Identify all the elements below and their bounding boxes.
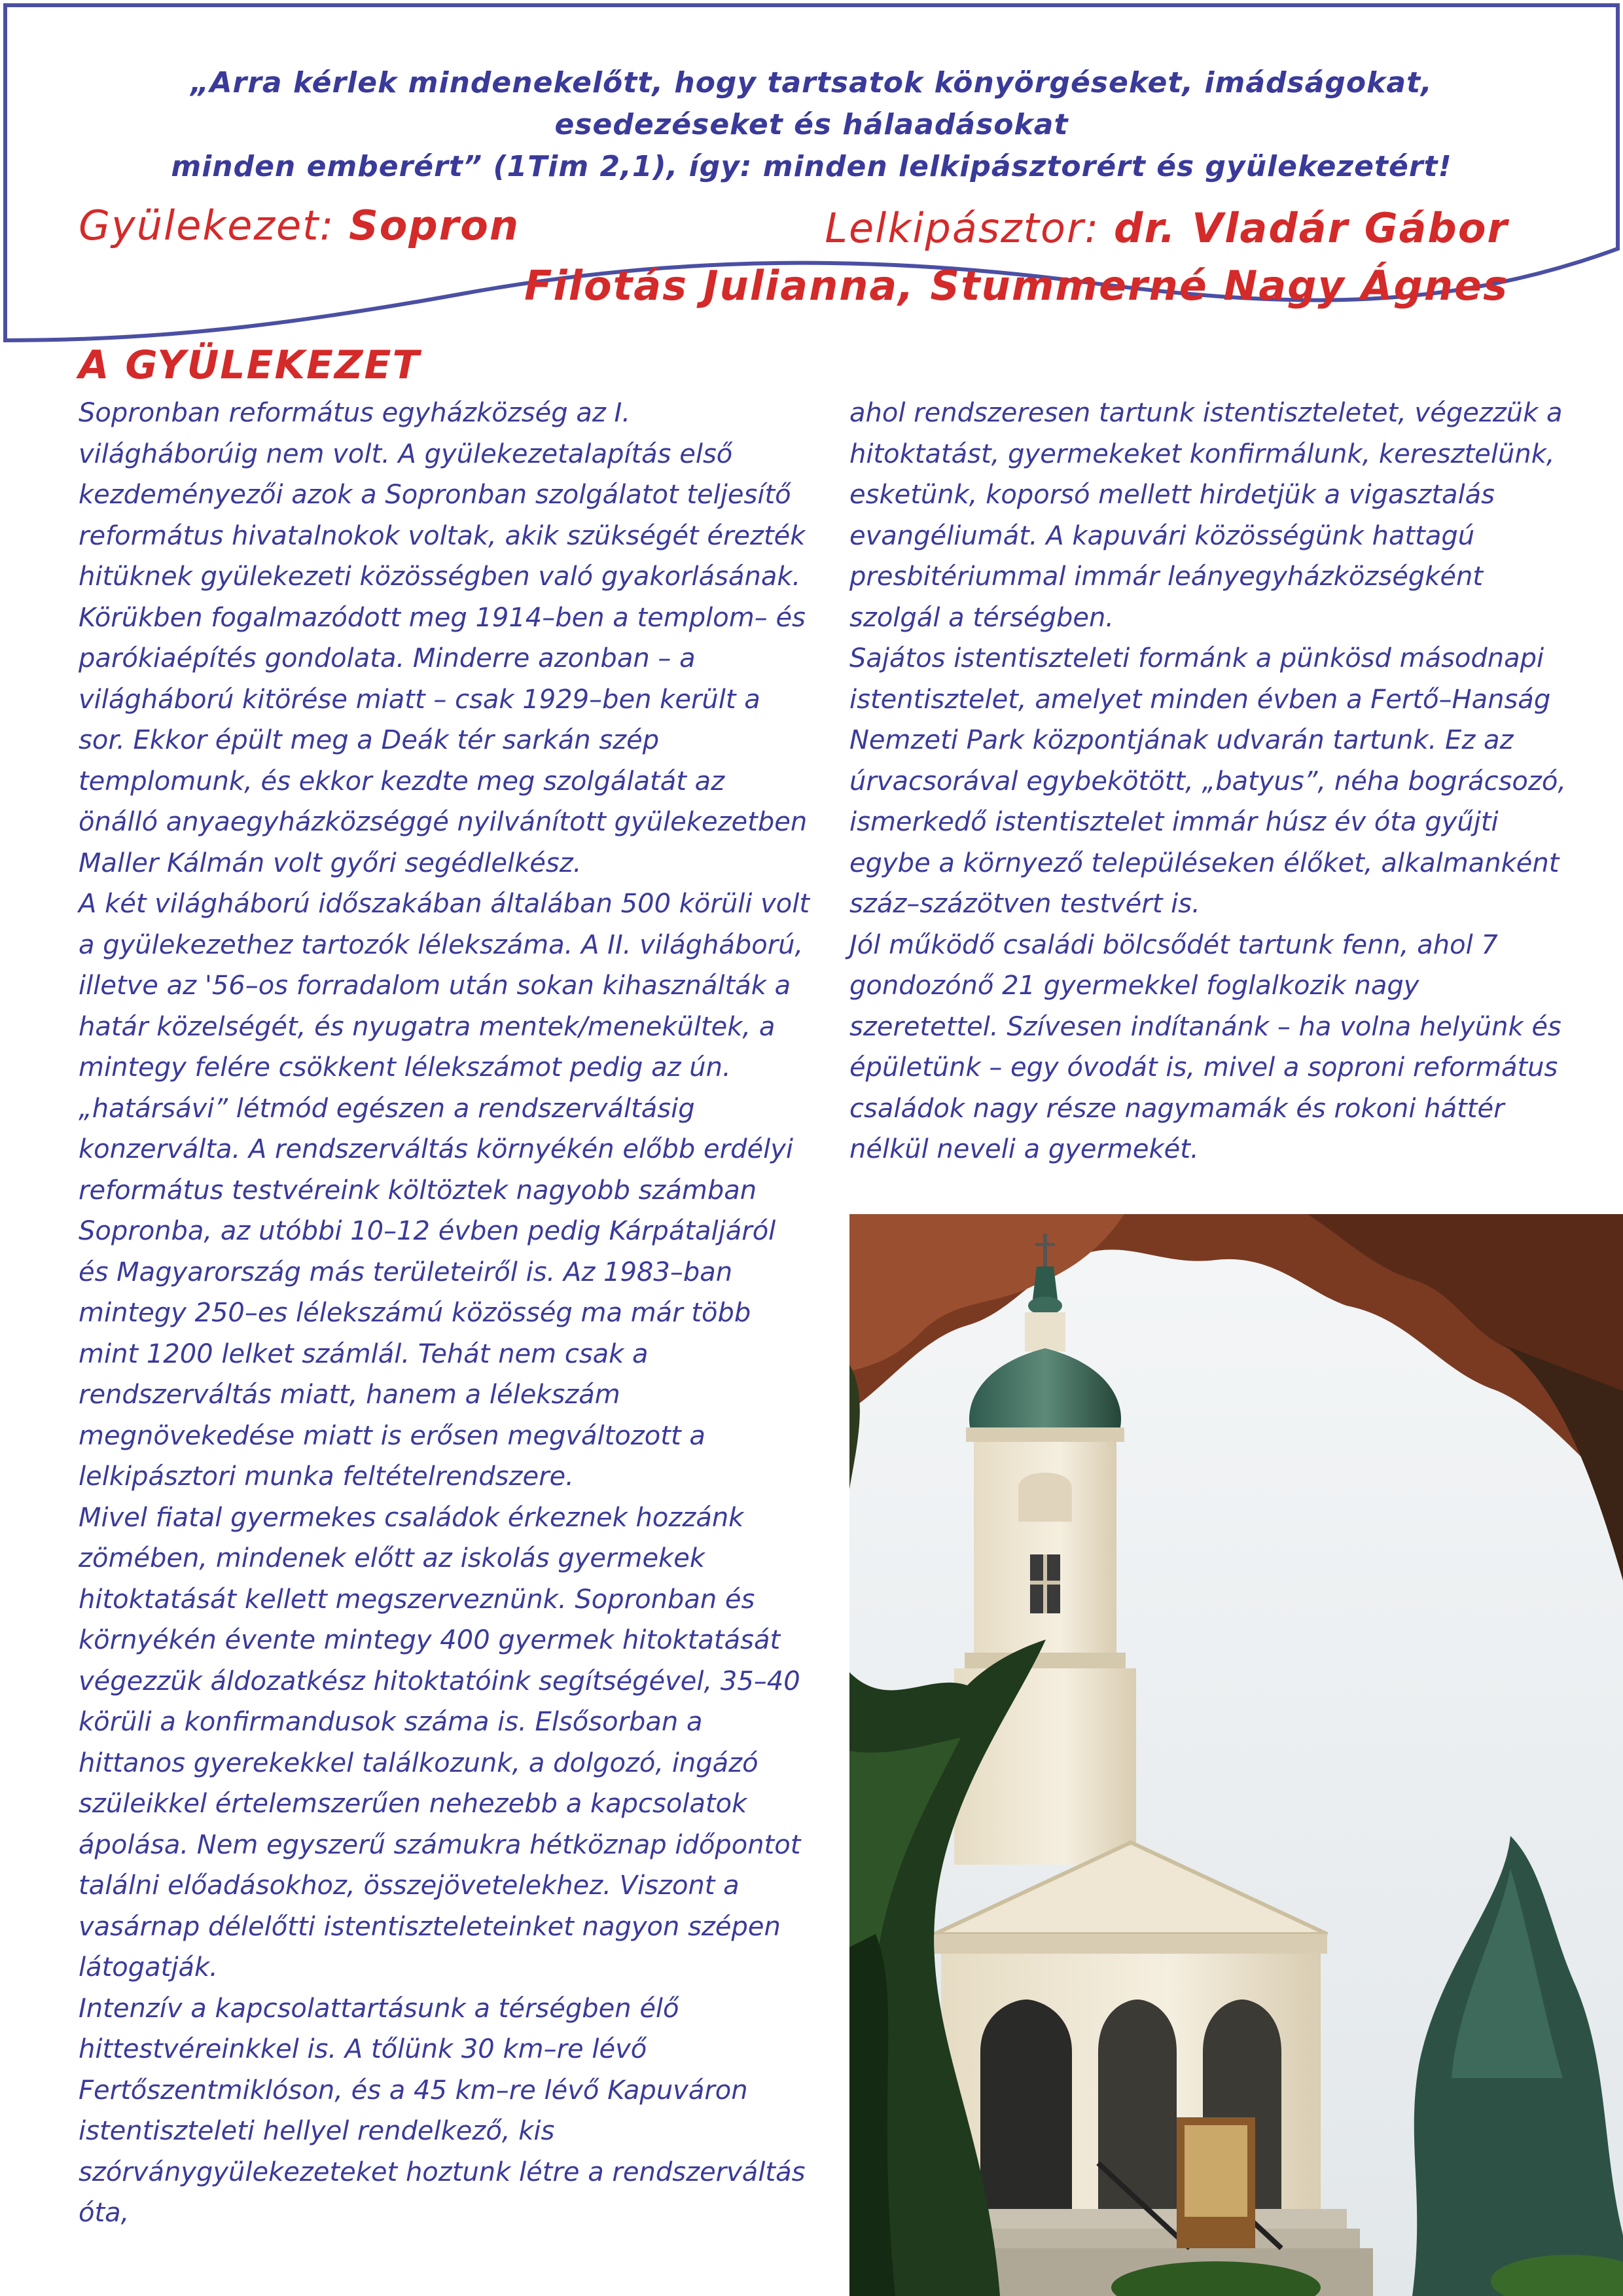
right-column (849, 393, 1569, 1170)
bible-quote (85, 62, 1538, 188)
section-title: A GYÜLEKEZET (79, 342, 421, 388)
paragraph: Intenzív a kapcsolattartásunk a térségben élő hittestvéreinkkel is. A tőlünk 30 km–re lévő Fertőszentmiklóson, és a 45 km–re lévő Kapuváron istentiszteleti hellyel rendelkező, kis szórványgyülekezeteket hoztunk létre a rendszerváltás óta, (79, 1993, 806, 2228)
paragraph: Sajátos istentiszteleti formánk a pünkösd másodnapi istentisztelet, amelyet minden évben a Fertő–Hanság Nemzeti Park központjának udvarán tartunk. Ez az úrvacsorával egybekötött, „batyus”, néha bográcsozó, ismerkedő istentisztelet immár húsz év óta gyűjti egybe a környező településeken élőket, alkalmanként száz–százötven testvért is. (849, 643, 1567, 919)
church-illustration (849, 1214, 1623, 2296)
pastor-heading (524, 200, 1508, 315)
congregation-heading (79, 200, 520, 252)
paragraph: ahol rendszeresen tartunk istentiszteletet, végezzük a hitoktatást, gyermekeket konfirmálunk, keresztelünk, esketünk, koporsó mellett hirdetjük a vigasztalás evangéliumát. A kapuvári közösségünk hattagú presbitériummal immár leányegyházközségként szolgál a térségben. (849, 398, 1563, 633)
quote-line-1: „Arra kérlek mindenekelőtt, hogy tartsatok könyörgéseket, imádságokat, esedezéseket és hálaadásokat (190, 66, 1433, 141)
paragraph: A két világháború időszakában általában 500 körüli volt a gyülekezethez tartozók lélekszáma. A II. világháború, illetve az '56–os forradalom után sokan kihasználták a határ közelségét, és nyugatra mentek/menekültek, a mintegy felére csökkent lélekszámot pedig az ún. „határsávi” létmód egészen a rendszerváltásig konzerválta. A rendszerváltás környékén előbb erdélyi református testvéreink költöztek nagyobb számban Sopronba, az utóbbi 10–12 évben pedig Kárpátaljáról és Magyarország más területeiről is. Az 1983–ban mintegy 250–es lélekszámú közösség ma már több mint 1200 lelket számlál. Tehát nem csak a rendszerváltás miatt, hanem a lélekszám megnövekedése miatt is erősen megváltozott a lelkipásztori munka feltételrendszere. (79, 889, 810, 1492)
pastor-label: Lelkipásztor: (825, 204, 1100, 252)
quote-line-2: minden emberért” (1Tim 2,1), így: minden lelkipásztorért és gyülekezetért! (171, 150, 1452, 183)
pastor-line-2 (524, 257, 1508, 315)
pastor-names-2: Filotás Julianna, Stummerné Nagy Ágnes (524, 262, 1508, 310)
paragraph: Sopronban református egyházközség az I. világháborúig nem volt. A gyülekezetalapítás első kezdeményezői azok a Sopronban szolgálatot teljesítő református hivatalnokok voltak, akik szükségét érezték hitüknek gyülekezeti közösségben való gyakorlásának. Körükben fogalmazódott meg 1914–ben a templom– és parókiaépítés gondolata. Minderre azonban – a világháború kitörése miatt – csak 1929–ben került a sor. Ekkor épült meg a Deák tér sarkán szép templomunk, és ekkor kezdte meg szolgálatát az önálló anyaegyházközséggé nyilvánított gyülekezetben Maller Kálmán volt győri segédlelkész. (79, 398, 808, 878)
pastor-line-1 (524, 200, 1508, 257)
congregation-label: Gyülekezet: (79, 202, 335, 249)
paragraph: Jól működő családi bölcsődét tartunk fenn, ahol 7 gondozónő 21 gyermekkel foglalkozik nagy szeretettel. Szívesen indítanánk – ha volna helyünk és épületünk – egy óvodát is, mivel a soproni református családok nagy része nagymamák és rokoni háttér nélkül neveli a gyermekét. (849, 929, 1561, 1164)
church-photo (849, 1214, 1623, 2296)
pastor-name: dr. Vladár Gábor (1114, 204, 1508, 252)
congregation-name: Sopron (349, 202, 520, 249)
left-column (79, 393, 812, 2234)
paragraph: Mivel fiatal gyermekes családok érkeznek hozzánk zömében, mindenek előtt az iskolás gyermekek hitoktatását kellett megszerveznünk. Sopronban és környékén évente mintegy 400 gyermek hitoktatását végezzük áldozatkész hitoktatóink segítségével, 35–40 körüli a konfirmandusok száma is. Elsősorban a hittanos gyerekekkel találkozunk, a dolgozó, ingázó szüleikkel értelemszerűen nehezebb a kapcsolatok ápolása. Nem egyszerű számukra hétköznap időpontot találni előadásokhoz, összejövetelekhez. Viszont a vasárnap délelőtti istentiszteleteinket nagyon szépen látogatják. (79, 1502, 801, 1982)
